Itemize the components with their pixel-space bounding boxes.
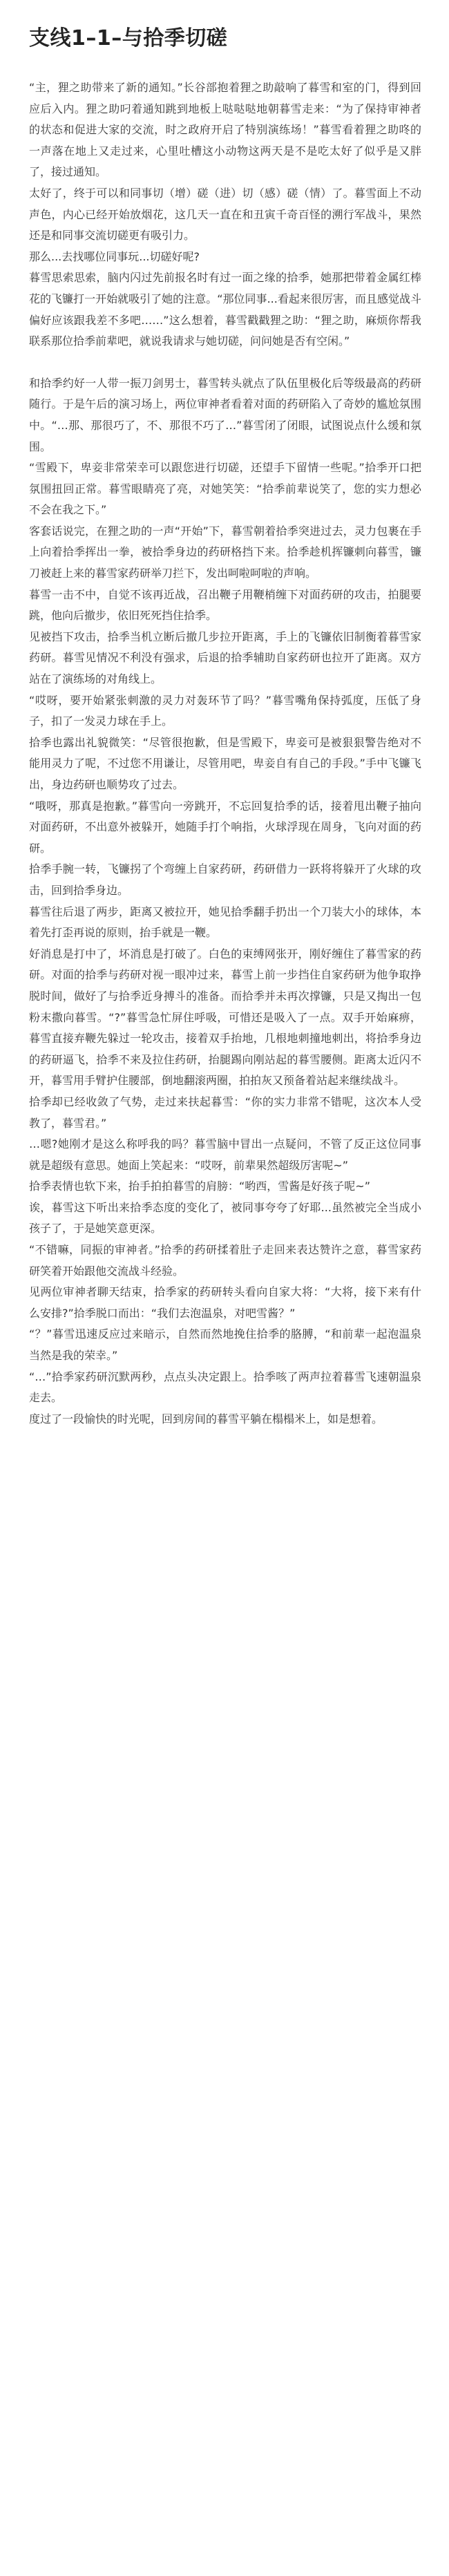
article-title: 支线1–1–与拾季切磋	[29, 26, 228, 50]
paragraph: 拾季手腕一转，飞镰拐了个弯缠上自家药研，药研借力一跃将将躲开了火球的攻击，回到拾季身边。	[29, 862, 421, 897]
paragraph: 客套话说完，在狸之助的一声“开始”下，暮雪朝着拾季突进过去，灵力包裹在手上向着拾季挥出一拳，被拾季身边的药研格挡下来。拾季趁机挥镰刺向暮雪，镰刀被赶上来的暮雪家药研举刀拦下，发出呵啦呵啦的声响。	[29, 524, 421, 580]
paragraph: …嗯?她刚才是这么称呼我的吗？暮雪脑中冒出一点疑问，不管了反正这位同事就是超级有意思。她面上笑起来：“哎呀，前辈果然超级厉害呢~”	[29, 1137, 421, 1172]
paragraph: 暮雪思索思索，脑内闪过先前报名时有过一面之缘的拾季，她那把带着金属红棒花的飞镰打一开始就吸引了她的注意。“那位同事...看起来很厉害，而且感觉战斗偏好应该跟我差不多吧……”这么想着，暮雪戳戳狸之助：“狸之助，麻烦你帮我联系那位拾季前辈吧，就说我请求与她切磋，问问她是否有空闲。”	[29, 271, 421, 348]
paragraph: 太好了，终于可以和同事切（增）磋（进）切（感）磋（情）了。暮雪面上不动声色，内心已经开始放烟花，这几天一直在和丑寅千奇百怪的溯行军战斗，果然还是和同事交流切磋更有吸引力。	[29, 186, 421, 243]
paragraph: “雪殿下，卑妾非常荣幸可以跟您进行切磋，还望手下留情一些呢。”拾季开口把氛围扭回正常。暮雪眼睛亮了亮，对她笑笑：“拾季前辈说笑了，您的实力想必不会在我之下。”	[29, 461, 421, 517]
paragraph: “哦呀，那真是抱歉。”暮雪向一旁跳开，不忘回复拾季的话，接着甩出鞭子抽向对面药研，不出意外被躲开，她随手打个响指，火球浮现在周身，飞向对面的药研。	[29, 799, 421, 855]
paragraph: “主，狸之助带来了新的通知。”长谷部抱着狸之助敲响了暮雪和室的门，得到回应后入内。狸之助叼着通知跳到地板上哒哒哒地朝暮雪走来：“为了保持审神者的状态和促进大家的交流，时之政府开启了特别演练场！”暮雪看着狸之助咚的一声落在地上又走过来，心里吐槽这小动物这两天是不是吃太好了似乎是又胖了，接过通知。	[29, 81, 421, 179]
paragraph: 暮雪往后退了两步，距离又被拉开，她见拾季翻手扔出一个刀装大小的球体，本着先打歪再说的原则，抬手就是一鞭。	[29, 905, 421, 940]
paragraph: 好消息是打中了，坏消息是打破了。白色的束缚网张开，刚好缠住了暮雪家的药研。对面的拾季与药研对视一眼冲过来，暮雪上前一步挡住自家药研为他争取挣脱时间，做好了与拾季近身搏斗的准备。而拾季并未再次撑镰，只是又掏出一包粉末撒向暮雪。“?”暮雪急忙屏住呼吸，可惜还是吸入了一点。双手开始麻痹，暮雪直接弃鞭先躲过一轮攻击，接着双手抬地，几根地刺撞地刺出，将拾季身边的药研逼飞，拾季不来及拉住药研，抬腿踢向刚站起的暮雪腰侧。距离太近闪不开，暮雪用手臂护住腰部，倒地翻滚两圈，拍拍灰又预备着站起来继续战斗。	[29, 947, 421, 1088]
section-break	[29, 352, 421, 373]
paragraph: “？”暮雪迅速反应过来暗示，自然而然地挽住拾季的胳膊，“和前辈一起泡温泉当然是我的荣幸。”	[29, 1327, 421, 1363]
paragraph: “不错嘛，同振的审神者。”拾季的药研揉着肚子走回来表达赞许之意，暮雪家药研笑着开始跟他交流战斗经验。	[29, 1243, 421, 1278]
paragraph: 暮雪一击不中，自觉不该再近战，召出鞭子用鞭梢缠下对面药研的攻击，拍腿要跳，他向后撤步，依旧死死挡住拾季。	[29, 587, 421, 623]
paragraph: 和拾季约好一人带一振刀剑男士，暮雪转头就点了队伍里极化后等级最高的药研随行。于是午后的演习场上，两位审神者看着对面的药研陷入了奇妙的尴尬氛围中。“…那、那很巧了，不、那很不巧了…”暮雪闭了闭眼，试图说点什么缓和氛围。	[29, 376, 421, 453]
paragraph: “…”拾季家药研沉默两秒，点点头决定跟上。拾季咳了两声拉着暮雪飞速朝温泉走去。	[29, 1370, 421, 1405]
paragraph: 见两位审神者聊天结束，拾季家的药研转头看向自家大将：“大将，接下来有什么安排?”拾季脱口而出：“我们去泡温泉，对吧雪酱？”	[29, 1285, 421, 1320]
paragraph: 拾季表情也软下来，抬手拍拍暮雪的肩膀：“哟西，雪酱是好孩子呢~”	[29, 1180, 370, 1193]
paragraph: 拾季却已经收敛了气势，走过来扶起暮雪：“你的实力非常不错呢，这次本人受教了，暮雪君。”	[29, 1095, 421, 1130]
paragraph: 度过了一段愉快的时光呢，回到房间的暮雪平躺在榻榻米上，如是想着。	[29, 1412, 383, 1426]
paragraph: “哎呀，要开始紧张刺激的灵力对轰环节了吗？”暮雪嘴角保持弧度，压低了身子，扣了一发灵力球在手上。	[29, 693, 421, 728]
paragraph: 拾季也露出礼貌微笑：“尽管很抱歉，但是雪殿下，卑妾可是被狠狠警告绝对不能用灵力了呢，不过您不用谦让，尽管用吧，卑妾自有自己的手段。”手中飞镰飞出，身边药研也顺势攻了过去。	[29, 735, 421, 791]
paragraph: 诶，暮雪这下听出来拾季态度的变化了，被同事夸夸了好耶...虽然被完全当成小孩子了，于是她笑意更深。	[29, 1200, 421, 1235]
paragraph: 见被挡下攻击，拾季当机立断后撤几步拉开距离，手上的飞镰依旧制衡着暮雪家药研。暮雪见情况不利没有强求，后退的拾季辅助自家药研也拉开了距离。双方站在了演练场的对角线上。	[29, 629, 421, 686]
paragraph: 那么...去找哪位同事玩...切磋好呢?	[29, 249, 200, 263]
article-body	[29, 77, 421, 1430]
